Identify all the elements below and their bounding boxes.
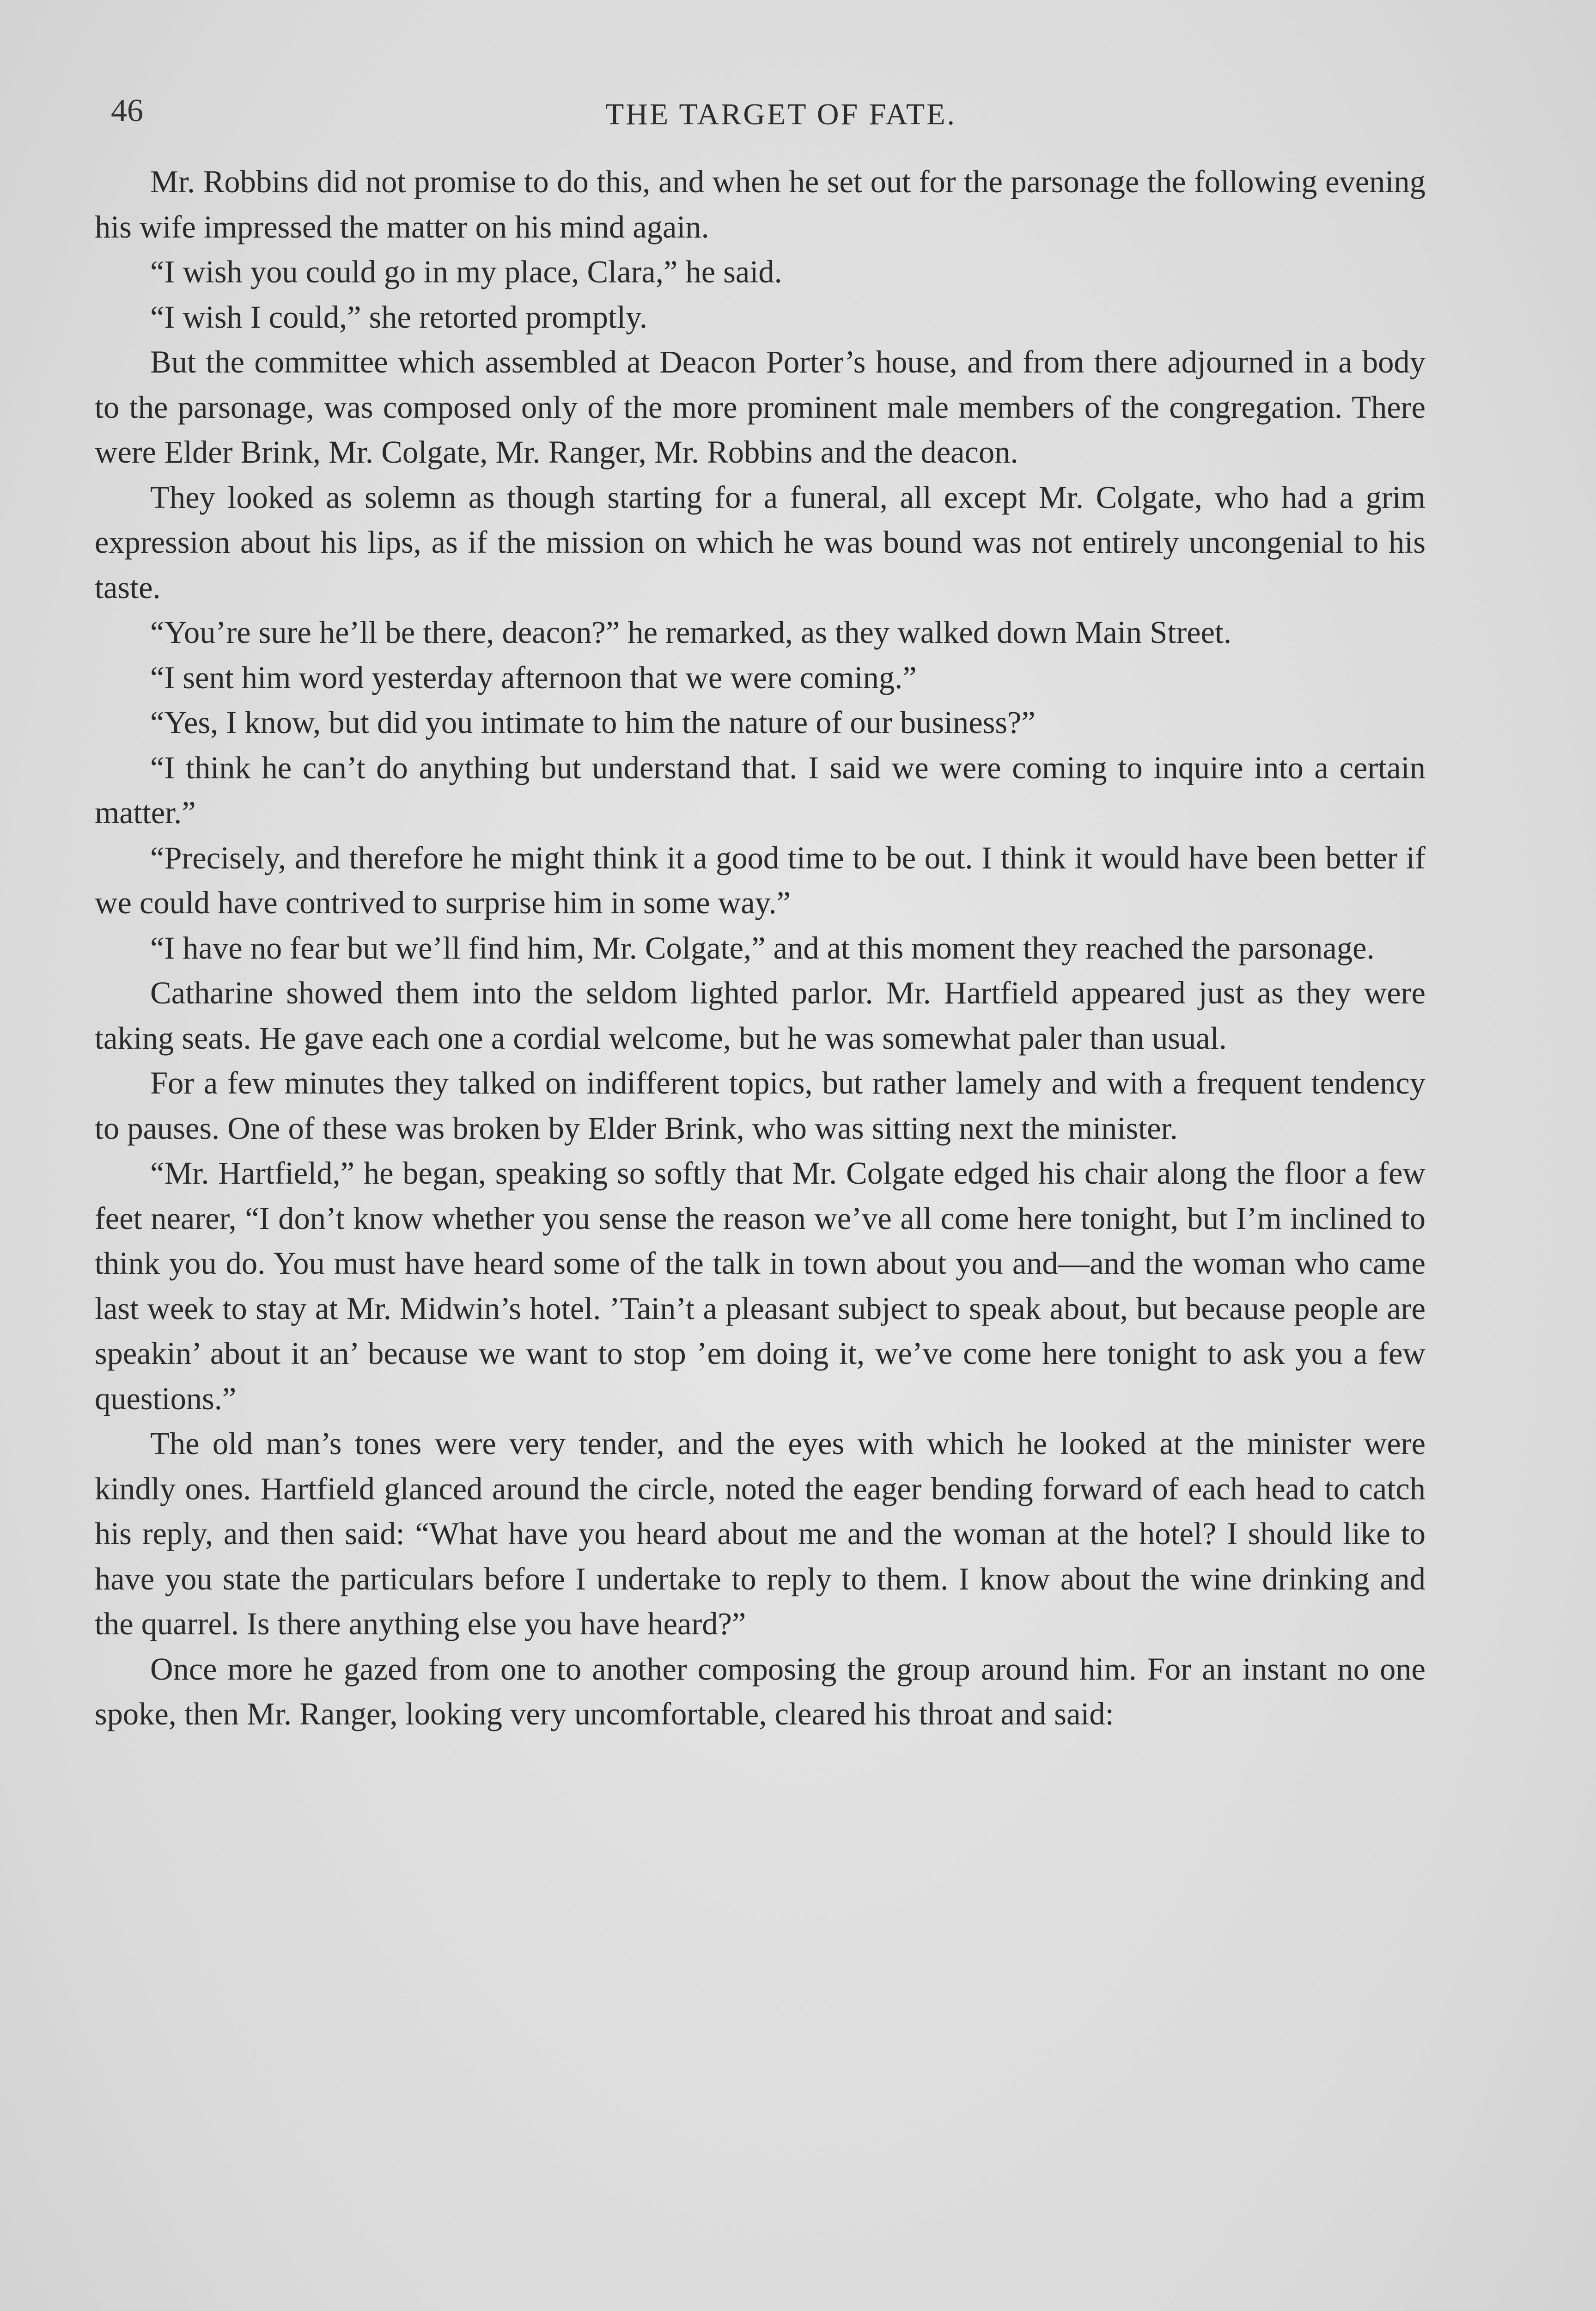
- paragraph: “I think he can’t do anything but understand that. I said we were coming to inquire into a certain matter.”: [95, 750, 1425, 830]
- paragraph: The old man’s tones were very tender, and the eyes with which he looked at the minister were kindly ones. Hartfield glanced around the circle, noted the eager bending forward of each head to catch his reply, and then said: “What have you heard about me and the woman at the hotel? I should like to have you state the particulars before I undertake to reply to them. I know about the wine drinking and the quarrel. Is there anything else you have heard?”: [95, 1426, 1425, 1641]
- paragraph: “I have no fear but we’ll find him, Mr. Colgate,” and at this moment they reached the parsonage.: [150, 930, 1375, 966]
- paragraph: They looked as solemn as though starting for a funeral, all except Mr. Colgate, who had a grim expression about his lips, as if the mission on which he was bound was not entirely uncongenial to his taste.: [95, 479, 1425, 605]
- paragraph: “I sent him word yesterday afternoon that we were coming.”: [150, 660, 917, 695]
- paragraph: “Precisely, and therefore he might think it a good time to be out. I think it would have been better if we could have contrived to surprise him in some way.”: [95, 840, 1425, 920]
- paragraph: “Mr. Hartfield,” he began, speaking so softly that Mr. Colgate edged his chair along the floor a few feet nearer, “I don’t know whether you sense the reason we’ve all come here tonight, but I’m inclined to think you do. You must have heard some of the talk in town about you and—and the woman who came last week to stay at Mr. Midwin’s hotel. ’Tain’t a pleasant subject to speak about, but because people are speakin’ about it an’ because we want to stop ’em doing it, we’ve come here tonight to ask you a few questions.”: [95, 1156, 1425, 1416]
- paragraph: “I wish you could go in my place, Clara,” he said.: [150, 254, 782, 289]
- paragraph: Once more he gazed from one to another composing the group around him. For an instant no one spoke, then Mr. Ranger, looking very uncomfortable, cleared his throat and said:: [95, 1651, 1425, 1731]
- running-title: THE TARGET OF FATE.: [605, 98, 957, 131]
- paragraph: “I wish I could,” she retorted promptly.: [150, 299, 648, 335]
- paragraph: “You’re sure he’ll be there, deacon?” he remarked, as they walked down Main Street.: [150, 615, 1232, 650]
- paragraph: But the committee which assembled at Deacon Porter’s house, and from there adjourned in a body to the parsonage, was composed only of the more prominent male members of the congregation. There were Elder Brink, Mr. Colgate, Mr. Ranger, Mr. Robbins and the deacon.: [95, 344, 1425, 470]
- page-number: 46: [111, 93, 143, 128]
- body-text: [95, 159, 1425, 1737]
- page-header: [111, 92, 1451, 143]
- paragraph: “Yes, I know, but did you intimate to him the nature of our business?”: [150, 705, 1036, 740]
- paragraph: For a few minutes they talked on indifferent topics, but rather lamely and with a frequent tendency to pauses. One of these was broken by Elder Brink, who was sitting next the minister.: [95, 1065, 1425, 1146]
- paragraph: Mr. Robbins did not promise to do this, and when he set out for the parsonage the following evening his wife impressed the matter on his mind again.: [95, 164, 1425, 245]
- paragraph: Catharine showed them into the seldom lighted parlor. Mr. Hartfield appeared just as they were taking seats. He gave each one a cordial welcome, but he was somewhat paler than usual.: [95, 975, 1425, 1056]
